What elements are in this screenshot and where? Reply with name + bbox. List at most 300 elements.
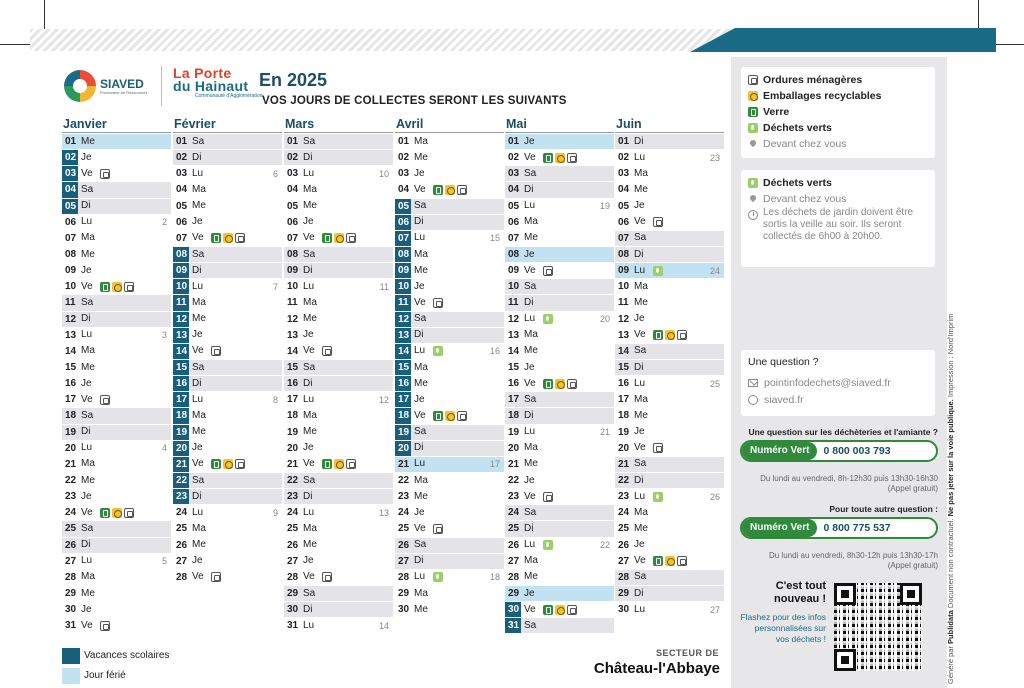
day-name: Me [414, 264, 428, 276]
day-number: 17 [173, 392, 189, 407]
day-name: Me [524, 571, 538, 583]
day-name: Sa [303, 474, 316, 486]
day-name: Di [303, 151, 313, 163]
day-name: Sa [634, 571, 647, 583]
day-name: Di [81, 539, 91, 551]
day-name: Ve [192, 232, 204, 244]
day-row [615, 279, 724, 295]
day-name: Lu [303, 167, 315, 179]
day-number: 09 [618, 265, 630, 277]
day-row [505, 457, 614, 473]
month-name: Mars [285, 117, 315, 131]
day-name: Lu [414, 345, 426, 357]
day-number: 04 [62, 182, 78, 197]
day-row [615, 392, 724, 408]
day-row [615, 134, 724, 150]
day-row [284, 182, 393, 198]
day-row [505, 570, 614, 586]
day-row [505, 312, 614, 328]
day-number: 31 [65, 620, 77, 632]
day-number: 10 [287, 281, 299, 293]
day-name: Ma [81, 458, 95, 470]
day-row [62, 457, 171, 473]
collection-icons [100, 508, 134, 518]
day-name: Je [192, 442, 203, 454]
day-row [395, 344, 504, 360]
day-number: 28 [176, 571, 188, 583]
week-number: 12 [378, 394, 389, 405]
bin-icon [543, 266, 553, 276]
day-name: Je [81, 377, 92, 389]
day-number: 05 [395, 199, 411, 214]
flash-text: Flashez pour des infos personnalisées sur vos déchets ! [740, 612, 826, 644]
week-number: 19 [599, 201, 610, 212]
leaf-icon [543, 540, 553, 550]
collection-icons [100, 395, 110, 405]
day-row [395, 328, 504, 344]
amiante-free: (Appel gratuit) [887, 484, 938, 493]
numero-vert-amiante[interactable] [740, 440, 938, 462]
collection-icons [322, 233, 356, 243]
week-number: 16 [489, 346, 500, 357]
day-name: Ve [81, 506, 93, 518]
day-number: 28 [287, 571, 299, 583]
week-number: 21 [599, 427, 610, 438]
day-number: 12 [173, 312, 189, 327]
day-row [173, 554, 282, 570]
day-number: 28 [65, 571, 77, 583]
day-number: 21 [618, 458, 630, 470]
day-row [615, 215, 724, 231]
day-number: 07 [508, 232, 520, 244]
day-row [62, 521, 171, 537]
day-row [284, 505, 393, 521]
day-row [62, 586, 171, 602]
email-icon [748, 379, 758, 387]
day-row [615, 425, 724, 441]
day-row [173, 392, 282, 408]
day-name: Sa [524, 167, 537, 179]
dv-title [748, 175, 928, 191]
amiante-question: Une question sur les déchèteries et l'amiante ? [748, 427, 938, 437]
day-number: 07 [176, 232, 188, 244]
day-number: 11 [395, 295, 411, 310]
day-name: Ma [192, 296, 206, 308]
day-number: 13 [508, 329, 520, 341]
day-number: 16 [395, 376, 411, 391]
collection-icons [322, 459, 356, 469]
day-number: 12 [287, 313, 299, 325]
day-number: 05 [618, 200, 630, 212]
day-number: 23 [398, 491, 410, 503]
day-row [395, 279, 504, 295]
week-number: 20 [599, 314, 610, 325]
day-name: Di [81, 426, 91, 438]
day-row [505, 150, 614, 166]
day-number: 18 [618, 410, 630, 422]
bin-icon [748, 75, 758, 85]
day-name: Je [524, 248, 535, 260]
day-name: Me [81, 587, 95, 599]
day-name: Ve [303, 345, 315, 357]
day-number: 30 [398, 604, 410, 616]
day-number: 04 [398, 184, 410, 196]
day-row [395, 215, 504, 231]
day-row [395, 134, 504, 150]
day-row [284, 392, 393, 408]
dv-devant-label: Devant chez vous [763, 193, 847, 205]
day-row [284, 215, 393, 231]
day-number: 22 [65, 474, 77, 486]
day-number: 03 [287, 168, 299, 180]
legend-devant [748, 136, 928, 152]
collection-icons [433, 298, 443, 308]
day-row [505, 505, 614, 521]
day-number: 05 [287, 200, 299, 212]
day-row [173, 473, 282, 489]
day-number: 31 [505, 618, 521, 633]
day-row [62, 376, 171, 392]
day-row [505, 489, 614, 505]
day-name: Ma [414, 587, 428, 599]
day-name: Me [303, 539, 317, 551]
day-name: Ma [303, 409, 317, 421]
day-name: Me [414, 603, 428, 615]
legend-emballages-label: Emballages recyclables [763, 90, 882, 102]
recycle-icon [665, 330, 675, 340]
day-name: Me [634, 409, 648, 421]
day-number: 26 [176, 539, 188, 551]
day-row [505, 231, 614, 247]
day-name: Lu [81, 216, 93, 228]
day-row [173, 279, 282, 295]
day-row [615, 586, 724, 602]
bin-icon [457, 185, 467, 195]
day-number: 20 [618, 442, 630, 454]
day-number: 09 [65, 265, 77, 277]
day-row [505, 199, 614, 215]
day-name: Di [634, 587, 644, 599]
bin-icon [211, 572, 221, 582]
day-row [505, 182, 614, 198]
day-name: Ma [192, 522, 206, 534]
day-row [615, 182, 724, 198]
month-1 [173, 117, 282, 586]
day-name: Di [303, 603, 313, 615]
month-name: Avril [396, 117, 424, 131]
day-number: 19 [65, 426, 77, 438]
bin-icon [677, 556, 687, 566]
day-name: Me [524, 458, 538, 470]
bin-icon [346, 459, 356, 469]
day-number: 15 [65, 361, 77, 373]
month-name: Janvier [63, 117, 107, 131]
recycle-icon [555, 153, 565, 163]
collection-icons [543, 605, 577, 615]
day-number: 11 [173, 295, 189, 310]
day-number: 14 [65, 345, 77, 357]
day-number: 11 [65, 297, 76, 309]
day-name: Di [634, 248, 644, 260]
day-number: 22 [173, 473, 189, 488]
collection-icons [653, 217, 663, 227]
day-name: Me [634, 184, 648, 195]
dechets-verts-card [741, 170, 935, 267]
day-number: 12 [395, 312, 411, 327]
day-number: 28 [508, 571, 520, 583]
bottle-icon [211, 459, 221, 469]
day-name: Je [414, 393, 425, 405]
bin-icon [124, 508, 134, 518]
month-5 [615, 117, 724, 618]
day-name: Ma [634, 167, 648, 179]
day-number: 14 [395, 344, 411, 359]
day-row [284, 360, 393, 376]
vt-part2: Publidata [946, 610, 955, 644]
day-row [284, 263, 393, 279]
day-number: 27 [287, 555, 299, 567]
day-name: Lu [414, 458, 426, 470]
day-row [62, 182, 171, 198]
day-number: 30 [65, 604, 77, 616]
day-number: 28 [618, 571, 630, 583]
day-row [284, 618, 393, 634]
day-number: 06 [65, 216, 77, 228]
collection-icons [433, 524, 443, 534]
day-row [615, 166, 724, 182]
day-number: 13 [618, 329, 630, 341]
day-name: Di [192, 490, 202, 502]
day-number: 19 [173, 425, 189, 440]
bin-icon [322, 572, 332, 582]
day-row [173, 150, 282, 166]
day-row [615, 150, 724, 166]
email-link[interactable] [748, 374, 928, 391]
day-row [615, 521, 724, 537]
day-row [173, 521, 282, 537]
bin-icon [100, 169, 110, 179]
week-number: 18 [489, 572, 500, 583]
day-row [173, 441, 282, 457]
day-row [505, 263, 614, 279]
day-name: Ve [81, 280, 93, 292]
day-row [615, 489, 724, 505]
dv-title-label: Déchets verts [763, 177, 832, 189]
day-number: 11 [508, 297, 519, 309]
day-number: 04 [176, 184, 188, 196]
day-name: Lu [192, 280, 204, 292]
day-number: 04 [618, 184, 630, 196]
day-number: 17 [287, 394, 299, 406]
day-number: 16 [508, 378, 520, 390]
day-name: Me [192, 200, 206, 212]
day-name: Me [524, 345, 538, 357]
day-name: Je [634, 200, 645, 212]
week-number: 9 [272, 507, 278, 518]
bottle-icon [653, 556, 663, 566]
day-name: Sa [524, 393, 537, 405]
day-name: Me [192, 539, 206, 551]
bin-icon [567, 605, 577, 615]
amiante-hours-text: Du lundi au vendredi, 8h-12h30 puis 13h30-16h30 [760, 474, 938, 483]
day-number: 18 [395, 408, 411, 423]
day-name: Ve [524, 151, 536, 163]
day-name: Di [303, 490, 313, 502]
day-name: Je [192, 329, 203, 341]
day-number: 03 [508, 168, 520, 180]
week-number: 23 [709, 152, 720, 163]
day-name: Ma [524, 442, 538, 454]
day-number: 10 [618, 281, 630, 293]
day-number: 19 [395, 425, 411, 440]
collection-icons [653, 556, 687, 566]
collection-icons [653, 443, 663, 453]
day-row [395, 376, 504, 392]
day-row [284, 166, 393, 182]
week-number: 13 [378, 507, 389, 518]
bin-icon [567, 379, 577, 389]
day-number: 10 [395, 279, 411, 294]
day-name: Je [303, 216, 314, 228]
day-name: Sa [524, 506, 537, 518]
day-row [615, 473, 724, 489]
collection-icons [100, 169, 110, 179]
day-row [505, 344, 614, 360]
day-name: Lu [192, 506, 204, 518]
day-row [284, 312, 393, 328]
day-number: 18 [287, 410, 299, 422]
day-name: Sa [414, 313, 427, 325]
day-row [173, 570, 282, 586]
day-row [62, 618, 171, 634]
day-name: Me [414, 490, 428, 502]
day-row [173, 182, 282, 198]
day-number: 28 [398, 571, 410, 583]
day-name: Di [414, 329, 424, 341]
day-number: 07 [395, 231, 411, 246]
leaf-icon [748, 178, 758, 188]
day-name: Di [524, 409, 534, 421]
day-name: Je [192, 555, 203, 567]
day-row [173, 312, 282, 328]
day-row [395, 231, 504, 247]
day-name: Di [634, 361, 644, 373]
day-number: 06 [618, 216, 630, 228]
day-name: Je [634, 539, 645, 551]
bottle-icon [100, 282, 110, 292]
question-card [741, 350, 935, 416]
question-title: Une question ? [748, 356, 819, 368]
day-row [615, 457, 724, 473]
day-name: Ve [524, 603, 536, 615]
day-name: Ma [81, 571, 95, 583]
website-link[interactable] [748, 391, 928, 408]
day-row [505, 360, 614, 376]
day-number: 27 [618, 555, 630, 567]
day-row [173, 489, 282, 505]
day-name: Je [414, 167, 425, 179]
day-number: 11 [618, 297, 629, 309]
day-name: Je [81, 151, 92, 163]
collection-icons [653, 266, 663, 276]
day-name: Ma [524, 555, 538, 567]
day-number: 27 [176, 555, 188, 567]
month-2 [284, 117, 393, 634]
day-name: Di [192, 377, 202, 389]
day-row [284, 376, 393, 392]
week-number: 5 [161, 556, 167, 567]
day-name: Ve [303, 458, 315, 470]
siaved-tagline: Producteur de Ressources [100, 89, 148, 95]
day-name: Je [81, 490, 92, 502]
day-row [62, 166, 171, 182]
day-number: 21 [65, 458, 77, 470]
day-number: 14 [173, 344, 189, 359]
day-name: Ve [524, 490, 536, 502]
day-number: 06 [508, 216, 520, 228]
day-row [505, 408, 614, 424]
day-number: 09 [508, 265, 520, 277]
day-name: Me [303, 313, 317, 325]
day-row [505, 295, 614, 311]
day-number: 20 [508, 442, 520, 454]
day-row [395, 505, 504, 521]
day-name: Je [414, 280, 425, 292]
numero-vert-autre[interactable] [740, 517, 938, 539]
numero-vert-number: 0 800 003 793 [823, 445, 891, 457]
day-name: Me [81, 248, 95, 260]
day-name: Sa [192, 474, 205, 486]
day-row [173, 376, 282, 392]
day-name: Me [192, 313, 206, 325]
day-name: Ve [303, 232, 315, 244]
day-name: Di [524, 296, 534, 308]
legend-dechets-verts [748, 120, 928, 136]
day-name: Ma [414, 361, 428, 373]
day-name: Je [303, 555, 314, 567]
day-row [62, 473, 171, 489]
day-name: Ma [414, 474, 428, 486]
day-name: Lu [524, 539, 536, 551]
day-name: Je [524, 474, 535, 486]
day-row [62, 247, 171, 263]
day-name: Ma [634, 506, 648, 518]
recycle-icon [334, 233, 344, 243]
collection-icons [543, 492, 553, 502]
day-name: Lu [81, 555, 93, 567]
month-name: Juin [616, 117, 642, 131]
day-number: 21 [173, 457, 189, 472]
day-name: Sa [303, 361, 316, 373]
vt-part5: Impression : Nord'Imprim [946, 313, 955, 398]
day-number: 21 [287, 458, 299, 470]
day-number: 23 [65, 491, 77, 503]
day-number: 07 [65, 232, 77, 244]
day-row [505, 618, 614, 634]
day-name: Di [303, 377, 313, 389]
day-number: 10 [173, 279, 189, 294]
dv-note-text: Les déchets de jardin doivent être sortis la veille au soir. Ils seront collectés de 6h00 à 20h00. [763, 207, 914, 242]
day-row [615, 360, 724, 376]
day-row [615, 263, 724, 279]
day-name: Di [414, 555, 424, 567]
leaf-icon [653, 266, 663, 276]
day-row [173, 247, 282, 263]
day-row [505, 376, 614, 392]
day-number: 17 [65, 394, 77, 406]
day-name: Ma [81, 232, 95, 244]
day-number: 24 [618, 507, 630, 519]
